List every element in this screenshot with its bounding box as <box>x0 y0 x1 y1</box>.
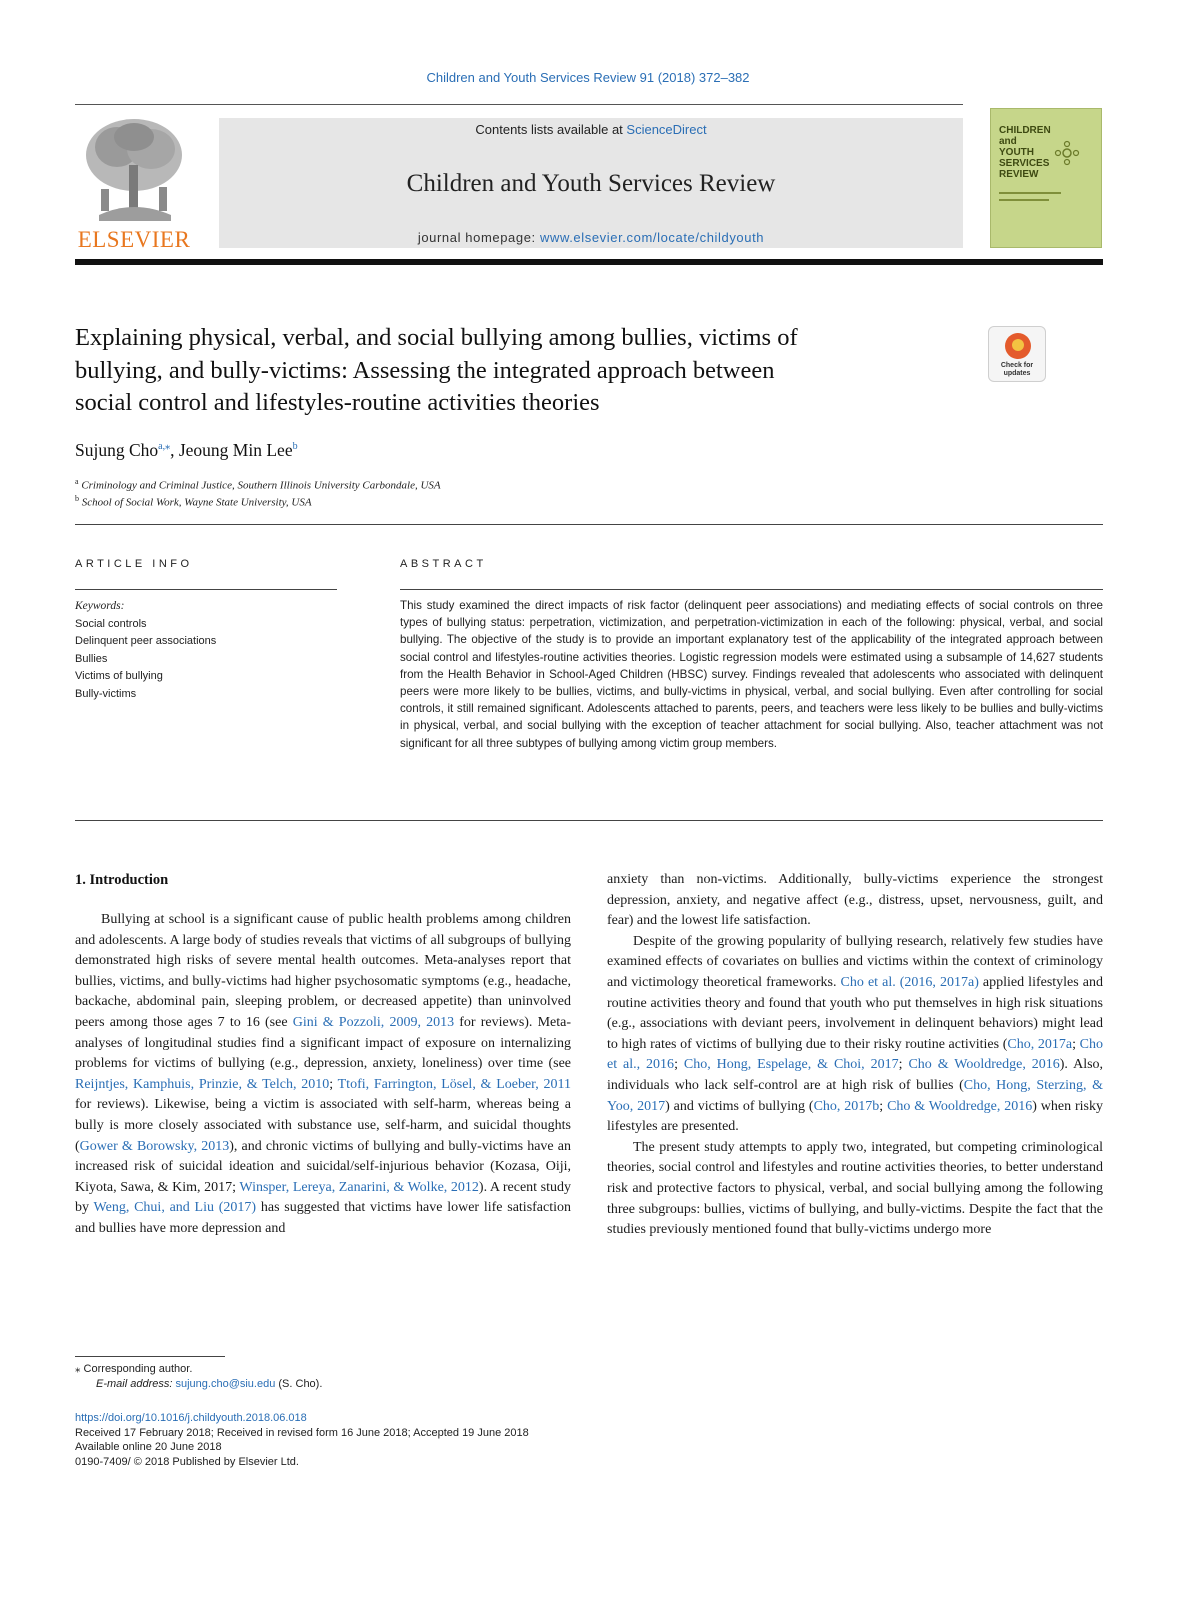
header-top-rule <box>75 104 963 105</box>
body-column-right <box>607 870 1103 1241</box>
abstract-text: This study examined the direct impacts of risk factor (delinquent peer associations) and mediating effects of social controls on three types of bullying status: perpetration, victimization, and perpetration-victimization in each of the following: physical, verbal, and social bullying. The objective of the study is to provide an important explanatory test of the applicability of the integrated approach between social control and lifestyles-routine activities theories. Logistic regression models were estimated using a subsample of 14,627 students from the Health Behavior in School-Aged Children (HBSC) survey. Findings revealed that adolescents who associated with delinquent peers were more likely to be bullies, victims, and bully-victims in physical, verbal, and social bullying. Even after controlling for social controls, it still remained significant. Adolescents attached to parents, peers, and teachers were less likely to be bullies and bully-victims in physical, verbal, and social bullying with the exception of teacher attachment for social bullying. Also, teacher attachment was not significant for all three subtypes of bullying among victim group members. <box>400 599 1103 750</box>
citation-link[interactable]: Cho, 2017a <box>1007 1036 1073 1052</box>
paragraph: Bullying at school is a significant cause of public health problems among children and adolescents. A large body of studies reveals that victims of all subgroups of bullying demonstrated high risks of severe mental health outcomes. Meta-analyses report that bullies, victims, and bully-victims had higher psychosomatic symptoms (e.g., headache, backache, abdominal pain, sleeping problem, or decreased appetite) than uninvolved peers among those ages 7 to 16 (see Gini & Pozzoli, 2009, 2013 for reviews). Meta-analyses of longitudinal studies find a significant impact of exposure on internalizing problems for victims of bullying (e.g., depression, anxiety, loneliness) over time (see Reijntjes, Kamphuis, Prinzie, & Telch, 2010; Ttofi, Farrington, Lösel, & Loeber, 2011 for reviews). Likewise, being a victim is associated with self-harm, whereas being a bully is more closely associated with substance use, self-harm, and suicidal thoughts (Gower & Borowsky, 2013), and chronic victims of bullying and bully-victims have an increased risk of suicidal ideation and suicidal/self-injurious behavior (Kozasa, Oiji, Kiyota, Sawa, & Kim, 2017; Winsper, Lereya, Zanarini, & Wolke, 2012). A recent study by Weng, Chui, and Liu (2017) has suggested that victims have lower life satisfaction and bullies have more depression and <box>75 912 572 1236</box>
author-name[interactable]: Sujung Cho <box>75 440 159 460</box>
citation-link[interactable]: Reijntjes, Kamphuis, Prinzie, & Telch, 2010 <box>75 1076 330 1092</box>
author-name[interactable]: Jeoung Min Lee <box>178 440 293 460</box>
section-divider <box>75 524 1103 525</box>
keyword: Social controls <box>75 618 147 630</box>
citation-link[interactable]: Cho, Hong, Sterzing, & Yoo, 2017 <box>607 1077 1103 1114</box>
email-note: E-mail address: sujung.cho@siu.edu (S. Cho). <box>96 1378 323 1390</box>
keywords-list <box>75 616 216 703</box>
section-heading-introduction: 1. Introduction <box>75 872 169 888</box>
header-thick-rule <box>75 259 1103 265</box>
cover-emblem-icon <box>1053 139 1081 167</box>
elsevier-wordmark: ELSEVIER <box>77 227 191 252</box>
citation-link[interactable]: Cho & Wooldredge, 2016 <box>908 1057 1060 1073</box>
citation-link[interactable]: Cho & Wooldredge, 2016 <box>887 1098 1033 1114</box>
citation-link[interactable]: Cho et al., 2016 <box>607 1036 1103 1073</box>
check-for-updates-button[interactable] <box>988 326 1046 382</box>
paragraph: The present study attempts to apply two, integrated, but competing criminological theories, social control and lifestyles and routine activities theories, to better understand risk and protective factors to physical, verbal, and social bullying among the following three subgroups: bullies, victims of bullying, and bully-victims. Despite the fact that the studies previously mentioned found that bully-victims undergo more <box>607 1139 1103 1238</box>
abstract-rule <box>400 589 1103 590</box>
elsevier-tree-icon <box>79 115 189 223</box>
paragraph: anxiety than non-victims. Additionally, bully-victims experience the strongest depression, anxiety, and negative affect (e.g., distress, upset, nervousness, guilt, and fear) and the lowest life satisfaction. <box>607 872 1103 929</box>
keywords-label: Keywords: <box>75 600 125 612</box>
crossmark-icon <box>1005 333 1031 359</box>
elsevier-logo <box>75 115 193 255</box>
email-link[interactable]: sujung.cho@siu.edu <box>175 1378 276 1390</box>
article-info-rule <box>75 589 337 590</box>
journal-header-box <box>219 118 963 248</box>
corresponding-author-note: ⁎ Corresponding author. <box>75 1363 193 1375</box>
citation-link[interactable]: Weng, Chui, and Liu (2017) <box>93 1200 257 1216</box>
cover-rule <box>999 199 1049 201</box>
footnote-rule <box>75 1356 225 1357</box>
journal-cover-thumbnail <box>990 108 1102 248</box>
online-date: Available online 20 June 2018 <box>75 1441 222 1453</box>
copyright: 0190-7409/ © 2018 Published by Elsevier Ltd. <box>75 1455 299 1468</box>
citation-link[interactable]: Cho et al. (2016, 2017a) <box>840 974 979 990</box>
keyword: Bully-victims <box>75 687 137 700</box>
cover-title: CHILDREN and YOUTH SERVICES REVIEW <box>999 125 1051 180</box>
author-affiliation-marker[interactable]: a,⁎ <box>158 441 171 453</box>
citation-link[interactable]: Gini & Pozzoli, 2009, 2013 <box>292 1014 455 1030</box>
section-divider <box>75 820 1103 821</box>
received-dates: Received 17 February 2018; Received in revised form 16 June 2018; Accepted 19 June 2018 <box>75 1426 529 1439</box>
citation-link[interactable]: Winsper, Lereya, Zanarini, & Wolke, 2012 <box>239 1179 479 1195</box>
contents-line: Contents lists available at ScienceDirect <box>475 122 707 137</box>
affiliation: $^b$ School of Social Work, Wayne State University, USA <box>75 494 312 509</box>
journal-homepage-link[interactable]: www.elsevier.com/locate/childyouth <box>539 230 765 245</box>
article-info-heading: ARTICLE INFO <box>75 558 193 570</box>
sciencedirect-link[interactable]: ScienceDirect <box>626 122 707 137</box>
citation-link[interactable]: Ttofi, Farrington, Lösel, & Loeber, 2011 <box>337 1076 571 1092</box>
citation-link[interactable]: Cho, Hong, Espelage, & Choi, 2017 <box>683 1057 899 1073</box>
abstract-heading: ABSTRACT <box>400 558 487 570</box>
author-affiliation-marker[interactable]: b <box>292 441 298 453</box>
citation-link[interactable]: Gower & Borowsky, 2013 <box>79 1138 230 1154</box>
cover-rule <box>999 192 1061 194</box>
doi-link[interactable]: https://doi.org/10.1016/j.childyouth.2018.06.018 <box>75 1412 307 1424</box>
keyword: Bullies <box>75 652 108 665</box>
crossmark-label: Check for updates <box>1000 362 1034 377</box>
paragraph: Despite of the growing popularity of bullying research, relatively few studies have examined effects of covariates on bullies and victims within the context of criminology and victimology theoretical frameworks. Cho et al. (2016, 2017a) applied lifestyles and routine activities theory and found that youth who put themselves in high risk situations (e.g., associations with deviant peers, involvement in delinquent behaviors) might lead to high rates of victims of bullying due to their risky routine activities (Cho, 2017a; Cho et al., 2016; Cho, Hong, Espelage, & Choi, 2017; Cho & Wooldredge, 2016). Also, individuals who lack self-control are at high risk of bullies (Cho, Hong, Sterzing, & Yoo, 2017) and victims of bullying (Cho, 2017b; Cho & Wooldredge, 2016) when risky lifestyles are presented. <box>607 933 1104 1135</box>
keyword: Victims of bullying <box>75 670 163 683</box>
article-metadata <box>75 1411 529 1469</box>
body-column-left <box>75 910 571 1240</box>
author-line: Sujung Cho$^{a,⁎}$, Jeoung Min Lee$^b$ <box>75 440 298 460</box>
homepage-line: journal homepage: www.elsevier.com/locate/childyouth <box>417 230 765 245</box>
affiliation: $^a$ Criminology and Criminal Justice, Southern Illinois University Carbondale, USA <box>75 477 441 492</box>
journal-title: Children and Youth Services Review <box>406 170 776 197</box>
journal-reference[interactable]: Children and Youth Services Review 91 (2018) 372–382 <box>426 70 750 85</box>
keyword: Delinquent peer associations <box>75 635 217 648</box>
article-title: Explaining physical, verbal, and social bullying among bullies, victims of bullying, and bully-victims: Assessing the integrated approach between social control and lifestyles-routine activities theories <box>75 324 798 416</box>
citation-link[interactable]: Cho, 2017b <box>813 1098 880 1114</box>
